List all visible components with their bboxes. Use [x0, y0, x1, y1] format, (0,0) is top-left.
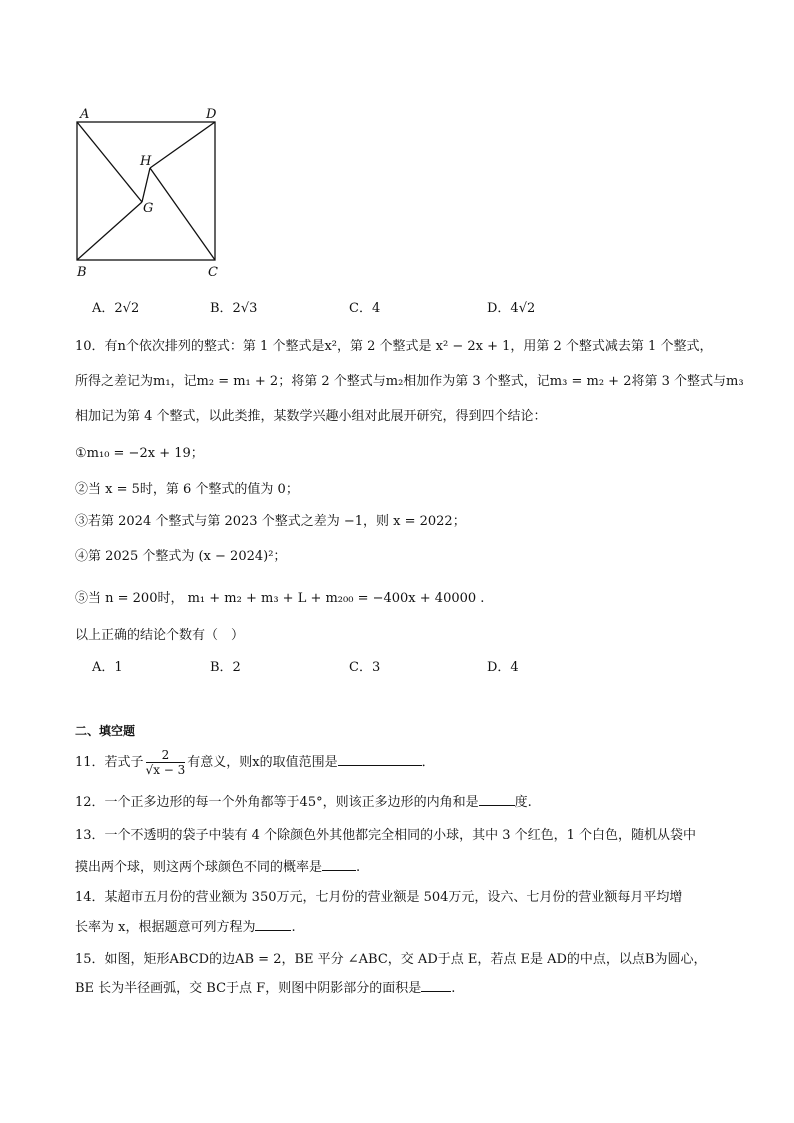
label-B: B	[77, 265, 87, 280]
q9-option-a[interactable]: A．2√2	[92, 301, 140, 316]
q10-conclusion-3: ③若第 2024 个整式与第 2023 个整式之差为 −1，则 x = 2022；	[75, 514, 466, 529]
label-H: H	[140, 154, 152, 169]
q15-line2	[75, 977, 455, 996]
q14-line2	[75, 916, 296, 935]
q9-option-c[interactable]: C．4	[349, 301, 381, 316]
q10-option-d[interactable]: D．4	[487, 660, 519, 675]
q14-line1: 14．某超市五月份的营业额为 350万元，七月份的营业额是 504万元，设六、七月份的营业额每月平均增	[75, 890, 683, 905]
q12-pre: 12．一个正多边形的每一个外角都等于45°，则该正多边形的内角和是	[75, 795, 479, 810]
segment-GB	[77, 202, 142, 260]
q11-post: 有意义，则x的取值范围是	[187, 755, 338, 770]
section-heading-fill-in: 二、填空题	[75, 724, 136, 738]
q12	[75, 791, 532, 810]
q10-prompt: 以上正确的结论个数有（ ）	[75, 628, 245, 643]
q12-answer-blank[interactable]	[479, 793, 515, 806]
q11-numerator: 2	[146, 748, 186, 763]
q10-conclusion-2: ②当 x = 5时，第 6 个整式的值为 0；	[75, 482, 299, 497]
q13-answer-blank[interactable]	[322, 858, 356, 871]
q10-line2: 所得之差记为m₁，记m₂ = m₁ + 2；将第 2 个整式与m₂相加作为第 3 个整式，记m₃ = m₂ + 2将第 3 个整式与m₃	[75, 374, 744, 389]
segment-HD	[150, 122, 215, 168]
q11-pre: 11．若式子	[75, 755, 144, 770]
q11-denominator: √x − 3	[145, 763, 186, 777]
q13-line2	[75, 856, 360, 875]
q13-line1: 13．一个不透明的袋子中装有 4 个除颜色外其他都完全相同的小球，其中 3 个红色，1 个白色，随机从袋中	[75, 828, 697, 843]
q11-answer-blank[interactable]	[338, 753, 422, 766]
q15-post: .	[451, 981, 456, 996]
label-A: A	[80, 107, 90, 122]
q11-fraction	[146, 748, 186, 777]
q13-post: .	[356, 860, 361, 875]
q10-conclusion-1: ①m₁₀ = −2x + 19；	[75, 446, 204, 461]
q11	[75, 748, 435, 777]
q12-post: 度.	[514, 795, 532, 810]
q11-end: ．	[421, 755, 435, 770]
q15-line1: 15．如图，矩形ABCD的边AB = 2，BE 平分 ∠ABC，交 AD于点 E，若点 E是 AD的中点，以点B为圆心，	[75, 952, 707, 967]
q9-option-b[interactable]: B．2√3	[210, 301, 258, 316]
segment-GH	[142, 168, 150, 202]
q10-conclusion-4: ④第 2025 个整式为 (x − 2024)²；	[75, 549, 287, 564]
square-figure	[60, 100, 240, 280]
q14-post: .	[291, 920, 296, 935]
q13-pre: 摸出两个球，则这两个球颜色不同的概率是	[75, 860, 323, 875]
q10-option-c[interactable]: C．3	[349, 660, 381, 675]
square-outline	[77, 122, 215, 260]
q10-option-b[interactable]: B．2	[210, 660, 241, 675]
q10-conclusion-5: ⑤当 n = 200时， m₁ + m₂ + m₃ + L + m₂₀₀ = −400x + 40000 .	[75, 591, 485, 606]
q10-options	[92, 656, 612, 674]
segment-AG	[77, 122, 142, 202]
q10-line1: 10．有n个依次排列的整式：第 1 个整式是x²，第 2 个整式是 x² − 2x + 1，用第 2 个整式减去第 1 个整式，	[75, 339, 713, 354]
label-C: C	[208, 265, 218, 280]
q9-options	[92, 297, 612, 315]
q10-option-a[interactable]: A．1	[92, 660, 123, 675]
label-D: D	[206, 107, 217, 122]
segment-HC	[150, 168, 215, 260]
q15-answer-blank[interactable]	[421, 979, 451, 992]
label-G: G	[143, 201, 154, 216]
q9-option-d[interactable]: D．4√2	[487, 301, 536, 316]
q15-pre: BE 长为半径画弧，交 BC于点 F，则图中阴影部分的面积是	[75, 981, 422, 996]
q10-line3: 相加记为第 4 个整式，以此类推，某数学兴趣小组对此展开研究，得到四个结论：	[75, 409, 547, 424]
q14-answer-blank[interactable]	[255, 918, 291, 931]
q14-pre: 长率为 x，根据题意可列方程为	[75, 920, 256, 935]
